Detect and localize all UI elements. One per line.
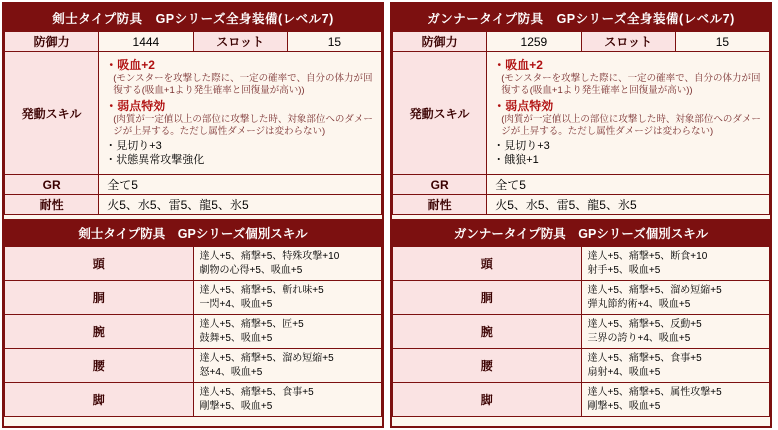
skill-plain: ・ 見切り+3	[105, 140, 375, 154]
armor-panel-blademaster	[2, 2, 384, 428]
resistance-label: 耐性	[5, 195, 99, 215]
defense-label: 防御力	[393, 32, 487, 52]
armor-parts-table-gunner	[392, 219, 770, 417]
part-skills	[193, 281, 382, 315]
part-name: 頭	[393, 247, 582, 281]
skill-name: ・ 弱点特効	[105, 99, 375, 114]
part-skill-line: 剛撃+5、吸血+5	[587, 400, 661, 412]
skill-description: (モンスターを攻撃した際に、一定の確率で、自分の体力が回復する(吸血+1より発生確率と回復量が高い))	[501, 73, 761, 96]
part-name: 胴	[5, 281, 194, 315]
part-skill-line: 鼓舞+5、吸血+5	[199, 332, 273, 344]
part-skills	[193, 383, 382, 417]
armor-parts-table-blademaster	[4, 219, 382, 417]
skill-name: ・ 弱点特効	[493, 99, 763, 114]
skill-plain: ・ 状態異常攻撃強化	[105, 154, 375, 168]
part-name: 頭	[5, 247, 194, 281]
skills-label: 発動スキル	[393, 52, 487, 175]
defense-value: 1444	[99, 32, 193, 52]
gr-label: GR	[393, 175, 487, 195]
table-row	[393, 349, 770, 383]
part-skill-line: 達人+5、痛撃+5、食事+5	[199, 387, 314, 398]
part-skill-line: 達人+5、痛撃+5、溜め短縮+5	[587, 285, 722, 296]
panel-title-row	[393, 5, 770, 32]
table-row	[393, 247, 770, 281]
armor-panel-gunner	[390, 2, 772, 428]
parts-header-row	[393, 220, 770, 247]
part-name: 脚	[5, 383, 194, 417]
slot-label: スロット	[193, 32, 287, 52]
part-skill-line: 怒+4、吸血+5	[199, 366, 263, 378]
part-skills	[193, 315, 382, 349]
gr-label: GR	[5, 175, 99, 195]
skills-row	[5, 52, 382, 175]
table-row	[393, 281, 770, 315]
defense-row	[5, 32, 382, 52]
part-skill-line: 達人+5、痛撃+5、特殊攻撃+10	[199, 251, 340, 262]
part-skill-line: 達人+5、痛撃+5、匠+5	[199, 319, 304, 330]
skill-plain: ・ 見切り+3	[493, 140, 763, 154]
armor-summary-table-gunner	[392, 4, 770, 215]
skills-cell	[99, 52, 382, 175]
part-name: 腰	[393, 349, 582, 383]
armor-summary-table-blademaster	[4, 4, 382, 215]
part-skill-line: 達人+5、痛撃+5、反動+5	[587, 319, 702, 330]
table-row	[393, 315, 770, 349]
resistance-value: 火5、水5、雷5、龍5、氷5	[487, 195, 770, 215]
part-name: 胴	[393, 281, 582, 315]
parts-header-row	[5, 220, 382, 247]
part-skill-line: 剛撃+5、吸血+5	[199, 400, 273, 412]
panel-title-row	[5, 5, 382, 32]
part-skills	[581, 247, 770, 281]
slot-value: 15	[287, 32, 381, 52]
gr-value: 全て5	[99, 175, 382, 195]
skill-description: (肉質が一定値以上の部位に攻撃した時、対象部位へのダメージが上昇する。ただし属性ダメージは変わらない)	[501, 113, 761, 137]
part-skill-line: 三界の誇り+4、吸血+5	[587, 332, 691, 344]
slot-value: 15	[675, 32, 769, 52]
table-row	[5, 281, 382, 315]
part-skills	[193, 247, 382, 281]
defense-row	[393, 32, 770, 52]
part-skill-line: 劇物の心得+5、吸血+5	[199, 264, 303, 276]
resistance-label: 耐性	[393, 195, 487, 215]
table-row	[5, 247, 382, 281]
gr-row	[393, 175, 770, 195]
part-skills	[581, 349, 770, 383]
slot-label: スロット	[581, 32, 675, 52]
skill-description: (モンスターを攻撃した際に、一定の確率で、自分の体力が回復する(吸血+1より発生確率と回復量が高い))	[113, 73, 373, 96]
resistance-value: 火5、水5、雷5、龍5、氷5	[99, 195, 382, 215]
part-skill-line: 達人+5、痛撃+5、斬れ味+5	[199, 285, 324, 296]
skills-cell	[487, 52, 770, 175]
gr-value: 全て5	[487, 175, 770, 195]
defense-value: 1259	[487, 32, 581, 52]
parts-header: 剣士タイプ防具 GPシリーズ個別スキル	[5, 220, 382, 247]
table-row	[5, 315, 382, 349]
part-skill-line: 一閃+4、吸血+5	[199, 298, 273, 310]
gr-row	[5, 175, 382, 195]
part-skills	[193, 349, 382, 383]
part-skill-line: 達人+5、痛撃+5、溜め短縮+5	[199, 353, 334, 364]
skill-plain: ・ 餓狼+1	[493, 154, 763, 168]
part-skill-line: 達人+5、痛撃+5、食事+5	[587, 353, 702, 364]
page-title: ガンナータイプ防具 GPシリーズ全身装備(レベル7)	[393, 5, 770, 32]
part-name: 脚	[393, 383, 582, 417]
resistance-row	[393, 195, 770, 215]
skill-name: ・ 吸血+2	[105, 58, 375, 73]
part-skills	[581, 315, 770, 349]
part-skill-line: 達人+5、痛撃+5、断食+10	[587, 251, 708, 262]
part-skills	[581, 383, 770, 417]
skill-description: (肉質が一定値以上の部位に攻撃した時、対象部位へのダメージが上昇する。ただし属性ダメージは変わらない)	[113, 113, 373, 137]
skills-label: 発動スキル	[5, 52, 99, 175]
page-title: 剣士タイプ防具 GPシリーズ全身装備(レベル7)	[5, 5, 382, 32]
part-skill-line: 弾丸節約術+4、吸血+5	[587, 298, 691, 310]
part-skill-line: 達人+5、痛撃+5、属性攻撃+5	[587, 387, 722, 398]
table-row	[393, 383, 770, 417]
part-name: 腕	[5, 315, 194, 349]
resistance-row	[5, 195, 382, 215]
skill-name: ・ 吸血+2	[493, 58, 763, 73]
table-row	[5, 383, 382, 417]
parts-header: ガンナータイプ防具 GPシリーズ個別スキル	[393, 220, 770, 247]
part-skills	[581, 281, 770, 315]
part-name: 腕	[393, 315, 582, 349]
skills-row	[393, 52, 770, 175]
part-name: 腰	[5, 349, 194, 383]
part-skill-line: 扇射+4、吸血+5	[587, 366, 661, 378]
table-row	[5, 349, 382, 383]
defense-label: 防御力	[5, 32, 99, 52]
part-skill-line: 射手+5、吸血+5	[587, 264, 661, 276]
